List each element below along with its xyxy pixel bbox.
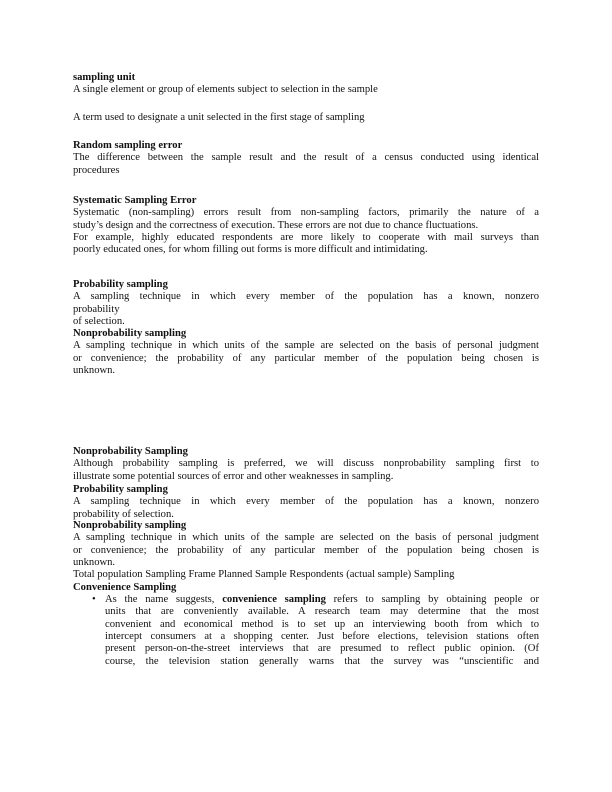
text-line: unknown. <box>73 557 116 569</box>
section-s3 <box>73 195 539 257</box>
section-heading: sampling unit <box>73 72 136 83</box>
section-s1 <box>73 72 539 97</box>
bullet-line: As the name suggests, convenience sampling refers to sampling by obtaining people or <box>105 594 539 605</box>
text-line: unknown. <box>73 365 116 377</box>
bullet-line: intercept consumers at a shopping center. Just before elections, television stations often <box>105 631 539 643</box>
text-line: probability of selection. <box>73 508 174 520</box>
bullet-line: present person-on-the-street interviews that are presumed to reflect public opinion. (Of <box>105 643 539 655</box>
text-line: A single element or group of elements subject to selection in the sample <box>73 84 378 96</box>
bold-term: convenience sampling <box>222 594 326 605</box>
text-line: For example, highly educated respondents are more likely to cooperate with mail surveys than <box>73 232 539 244</box>
section-heading: Convenience Sampling <box>73 582 177 593</box>
bullet-icon: • <box>92 594 96 605</box>
text-line: Total population Sampling Frame Planned Sample Respondents (actual sample) Sampling <box>73 569 455 581</box>
section-heading: Probability sampling <box>73 279 168 290</box>
text-line: The difference between the sample result and the result of a census conducted using identical <box>73 152 539 164</box>
text-line: A term used to designate a unit selected in the first stage of sampling <box>73 112 365 123</box>
text-line: or convenience; the probability of any particular member of the population being chosen is <box>73 544 539 556</box>
section-s5 <box>73 328 539 377</box>
section-s4 <box>73 279 539 328</box>
text-line: A sampling technique in which every member of the population has a known, nonzero <box>73 496 539 508</box>
text-line: or convenience; the probability of any particular member of the population being chosen is <box>73 352 539 364</box>
bullet-item-convenience-sampling <box>92 594 539 668</box>
section-s9 <box>73 582 539 594</box>
text-line: A sampling technique in which units of the sample are selected on the basis of personal judgment <box>73 340 539 352</box>
section-s7 <box>73 484 539 521</box>
section-s2 <box>73 140 539 177</box>
text-line: poorly educated ones, for whom filling out forms is more difficult and intimidating. <box>73 244 428 256</box>
section-s1b <box>73 112 539 124</box>
text-line: procedures <box>73 164 120 176</box>
section-s6 <box>73 446 539 483</box>
text-line: study’s design and the correctness of execution. These errors are not due to chance fluctuations. <box>73 219 479 231</box>
text-line: A sampling technique in which every member of the population has a known, nonzero <box>73 291 539 303</box>
text-line: A sampling technique in which units of the sample are selected on the basis of personal judgment <box>73 532 539 544</box>
section-heading: Systematic Sampling Error <box>73 195 197 206</box>
text-line: illustrate some potential sources of error and other weaknesses in sampling. <box>73 470 394 482</box>
bullet-line: convenient and economical method is to set up an interviewing booth from which to <box>105 618 539 630</box>
bullet-line: units that are conveniently available. A research team may determine that the most <box>105 606 539 618</box>
section-heading: Nonprobability Sampling <box>73 446 188 457</box>
text-line: probability <box>73 303 120 315</box>
text-line: of selection. <box>73 316 125 328</box>
text-line: Systematic (non-sampling) errors result from non-sampling factors, primarily the nature of a <box>73 207 539 219</box>
section-heading: Probability sampling <box>73 484 168 495</box>
section-heading: Random sampling error <box>73 140 183 151</box>
section-heading: Nonprobability sampling <box>73 520 187 531</box>
section-s8 <box>73 520 539 582</box>
section-heading: Nonprobability sampling <box>73 328 187 339</box>
bullet-line: course, the television station generally warns that the survey was “unscientific and <box>105 655 539 667</box>
text-line: Although probability sampling is preferred, we will discuss nonprobability sampling first to <box>73 458 539 470</box>
